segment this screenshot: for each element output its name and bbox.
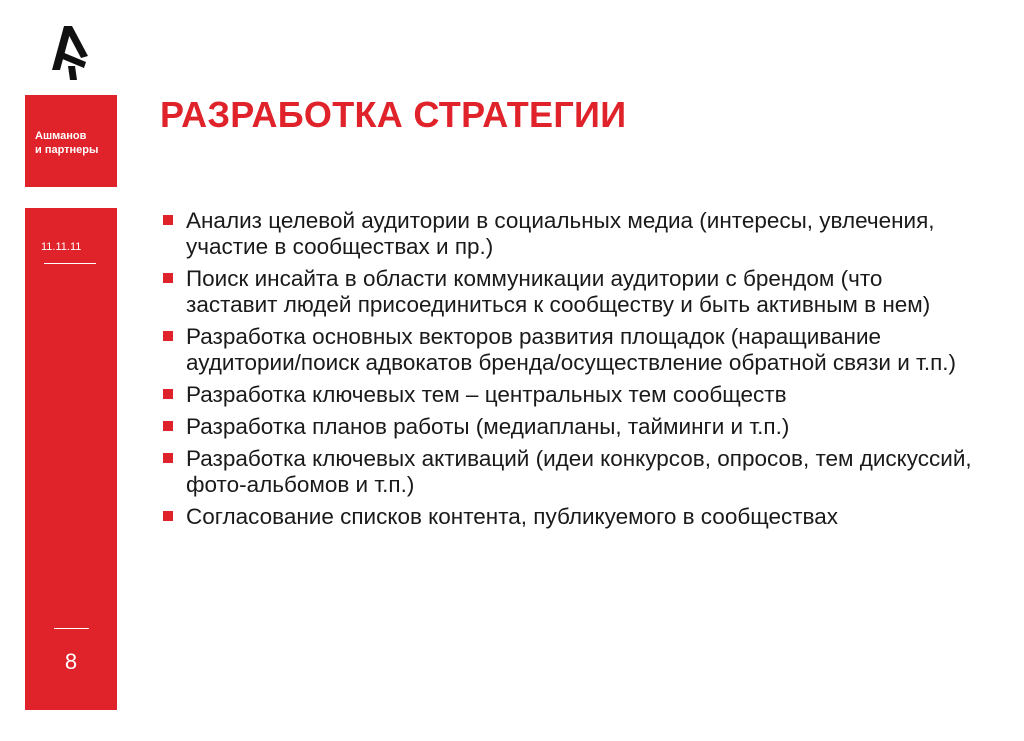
date-divider	[44, 263, 96, 264]
bullet-text: Поиск инсайта в области коммуникации аудитории с брендом (что заставит людей присоединиться к сообществу и быть активным в нем)	[186, 266, 931, 317]
page-number-divider	[54, 628, 89, 629]
slide-title: РАЗРАБОТКА СТРАТЕГИИ	[160, 94, 627, 135]
brand-line-1: Ашманов	[35, 130, 87, 142]
bullet-item	[160, 446, 980, 498]
brand-name	[35, 129, 98, 157]
bullet-square-icon	[163, 511, 173, 521]
bullet-square-icon	[163, 389, 173, 399]
brand-line-2: и партнеры	[35, 144, 99, 156]
bullet-item	[160, 208, 980, 260]
brand-box	[25, 95, 117, 187]
bullet-item	[160, 382, 980, 408]
bullet-text: Разработка планов работы (медиапланы, тайминги и т.п.)	[186, 414, 790, 439]
bullet-item	[160, 414, 980, 440]
company-logo-icon	[48, 22, 92, 84]
bullet-text: Разработка ключевых тем – центральных тем сообществ	[186, 382, 787, 407]
page-number: 8	[64, 649, 78, 674]
slide-date: 11.11.11	[41, 241, 82, 253]
bullet-item	[160, 266, 980, 318]
bullet-list	[160, 208, 980, 536]
bullet-square-icon	[163, 421, 173, 431]
bullet-square-icon	[163, 273, 173, 283]
bullet-square-icon	[163, 215, 173, 225]
stylized-a-logo-icon	[48, 22, 92, 84]
bullet-text: Анализ целевой аудитории в социальных медиа (интересы, увлечения, участие в сообществах и пр.)	[186, 208, 935, 259]
bullet-text: Разработка основных векторов развития площадок (наращивание аудитории/поиск адвокатов бренда/осуществление обратной связи и т.п.)	[186, 324, 957, 375]
bullet-square-icon	[163, 331, 173, 341]
bullet-text: Разработка ключевых активаций (идеи конкурсов, опросов, тем дискуссий, фото-альбомов и т.п.)	[186, 446, 972, 497]
bullet-text: Согласование списков контента, публикуемого в сообществах	[186, 504, 839, 529]
bullet-square-icon	[163, 453, 173, 463]
bullet-item	[160, 504, 980, 530]
bullet-item	[160, 324, 980, 376]
side-bar	[25, 208, 117, 710]
